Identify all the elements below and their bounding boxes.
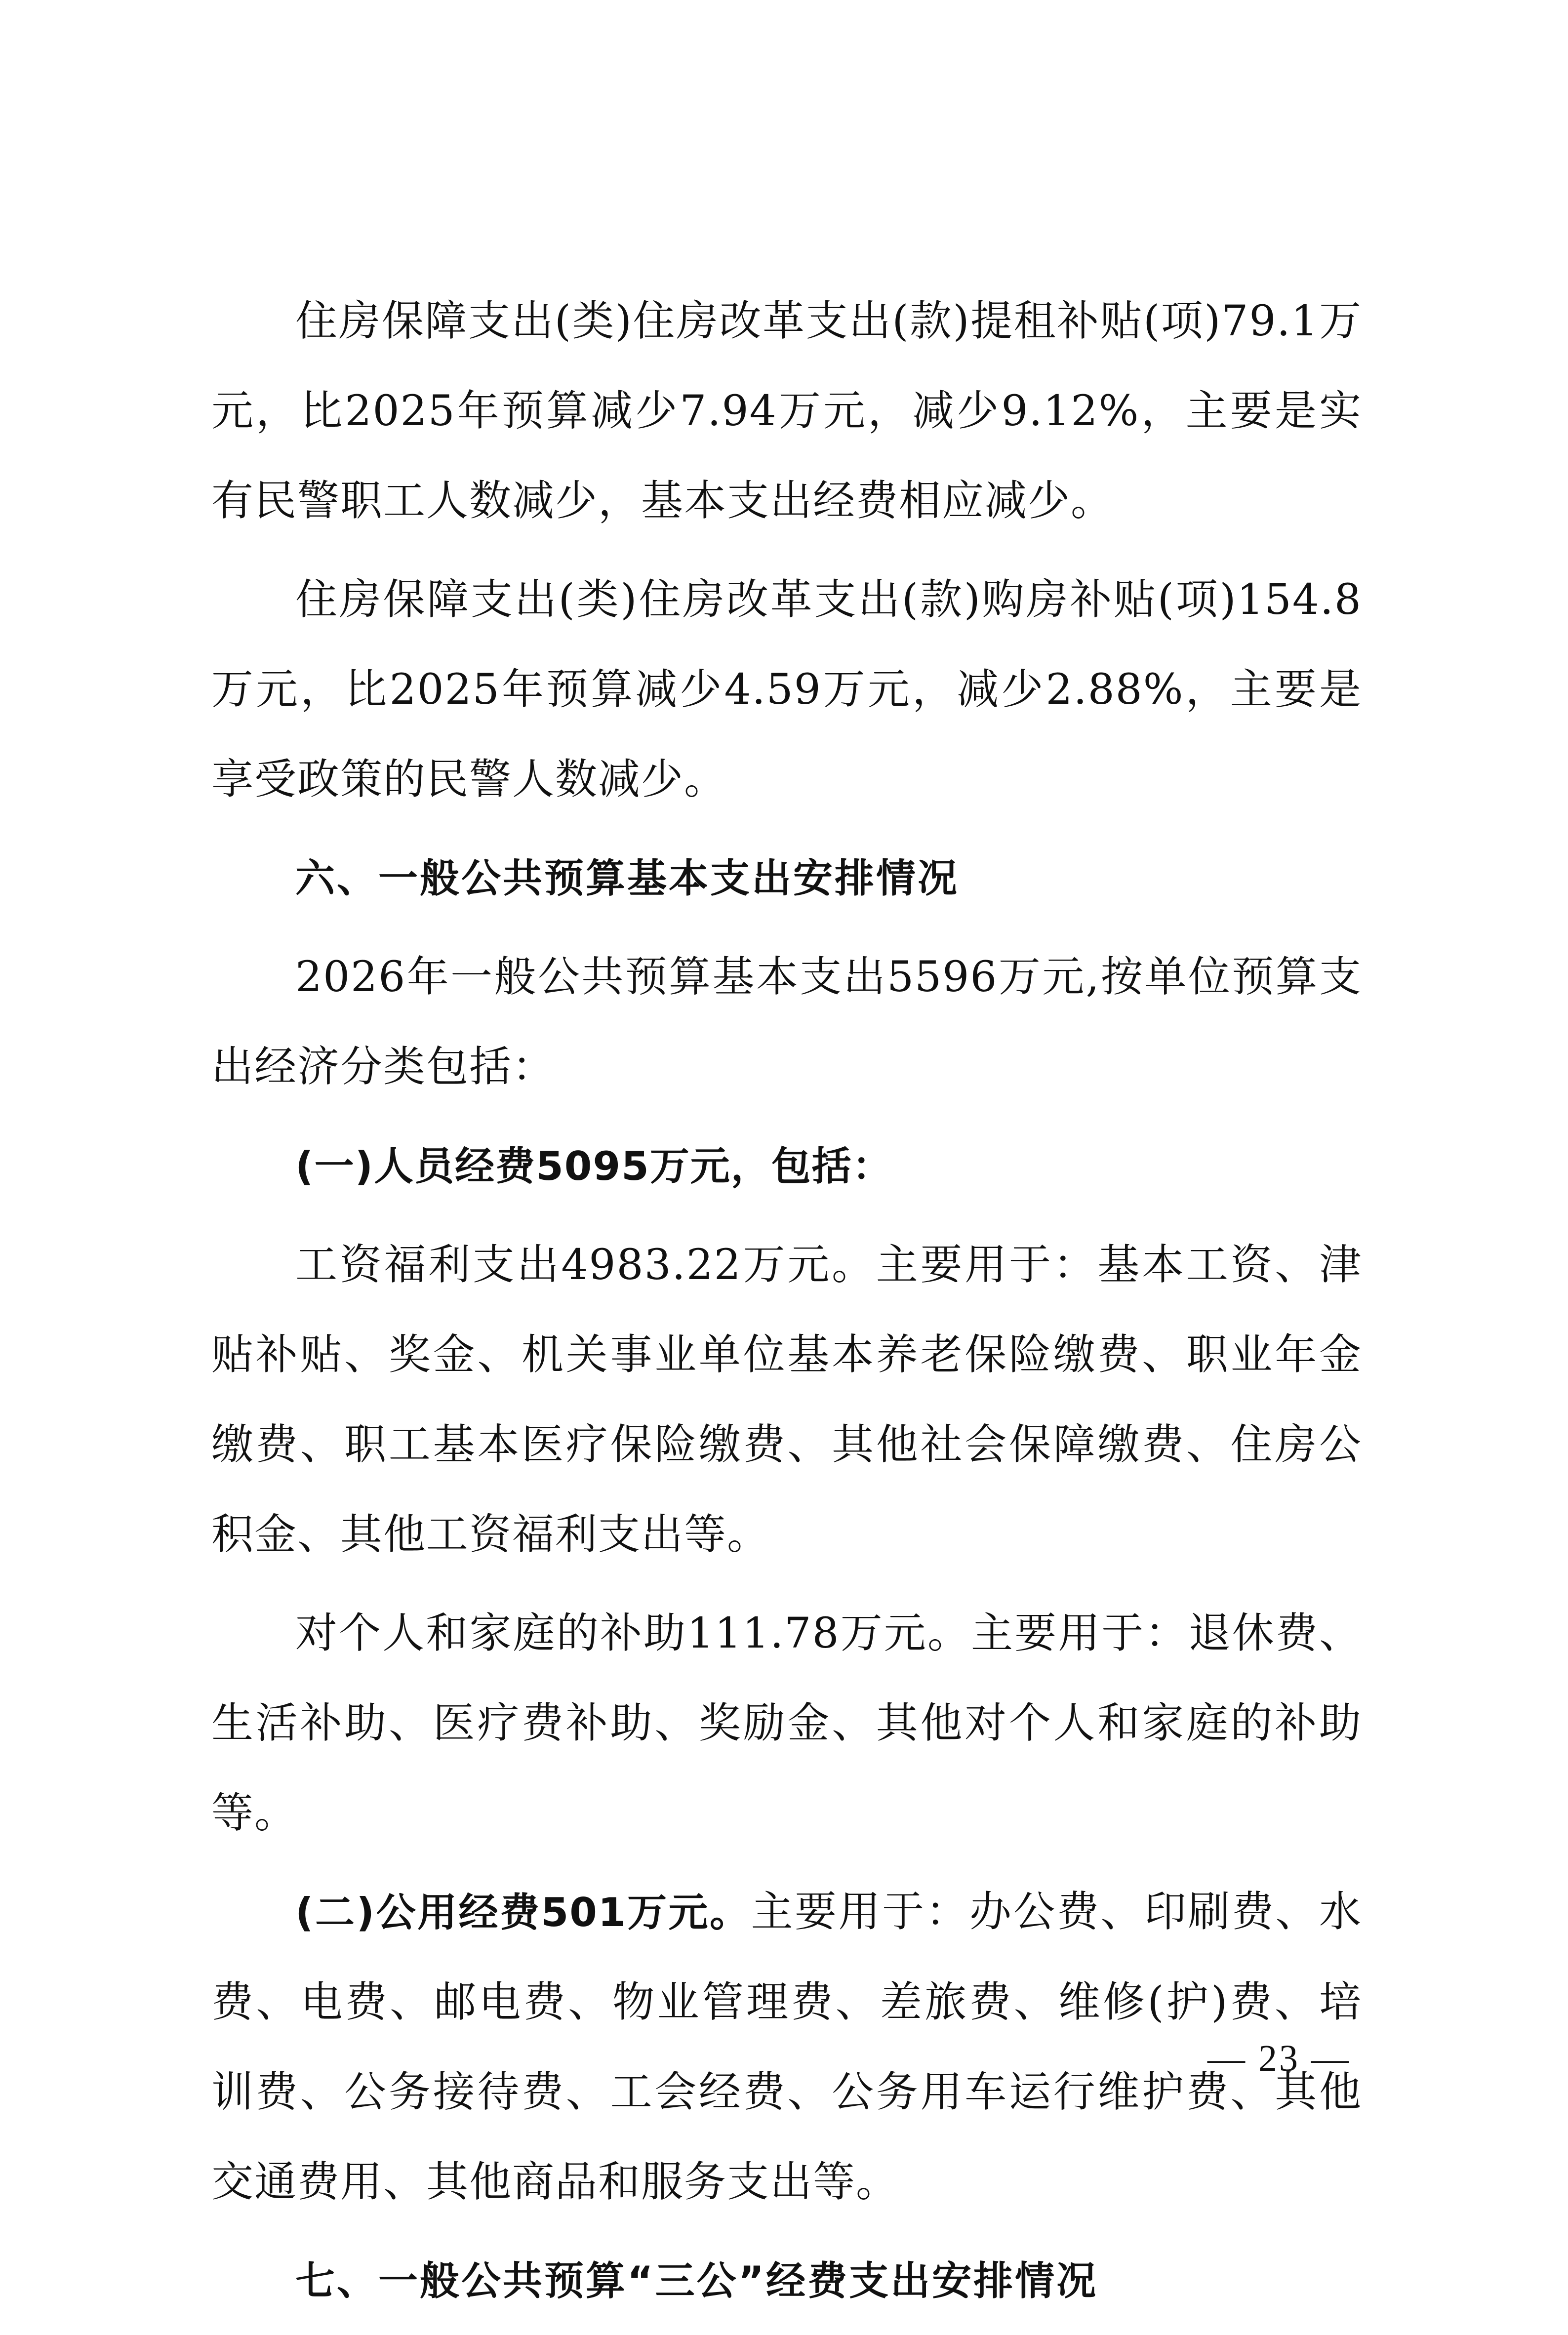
section-six-heading: 六、一般公共预算基本支出安排情况 <box>295 855 959 901</box>
section-six-intro: 2026年一般公共预算基本支出5596万元,按单位预算支出经济分类包括： <box>211 953 1362 1091</box>
paragraph-housing-rent-subsidy: 住房保障支出(类)住房改革支出(款)提租补贴(项)79.1万元，比2025年预算减少7.94万元，减少9.12%，主要是实有民警职工人数减少，基本支出经费相应减少。 <box>211 297 1362 525</box>
page-number: — 23 — <box>1207 2038 1351 2079</box>
public-expense-lead: (二)公用经费501万元。 <box>295 1890 751 1935</box>
paragraph-household-subsidies: 对个人和家庭的补助111.78万元。主要用于：退休费、生活补助、医疗费补助、奖励金、其他对个人和家庭的补助等。 <box>211 1609 1362 1838</box>
personnel-expense-heading <box>211 1121 1362 1211</box>
paragraph-public-expense <box>211 1867 1362 2227</box>
paragraph-wages: 工资福利支出4983.22万元。主要用于：基本工资、津贴补贴、奖金、机关事业单位基本养老保险缴费、职业年金缴费、职工基本医疗保险缴费、其他社会保障缴费、住房公积金、其他工资福利支出等。 <box>211 1241 1362 1559</box>
public-expense-text: 主要用于：办公费、印刷费、水费、电费、邮电费、物业管理费、差旅费、维修(护)费、培训费、公务接待费、工会经费、公务用车运行维护费、其他交通费用、其他商品和服务支出等。 <box>211 1888 1362 2207</box>
document-body <box>211 277 1362 2335</box>
personnel-expense-heading-text: (一)人员经费5095万元，包括： <box>295 1143 893 1189</box>
paragraph-housing-purchase-subsidy: 住房保障支出(类)住房改革支出(款)购房补贴(项)154.8万元，比2025年预算减少4.59万元，减少2.88%，主要是享受政策的民警人数减少。 <box>211 575 1362 804</box>
section-seven-heading: 七、一般公共预算“三公”经费支出安排情况 <box>295 2258 1098 2304</box>
